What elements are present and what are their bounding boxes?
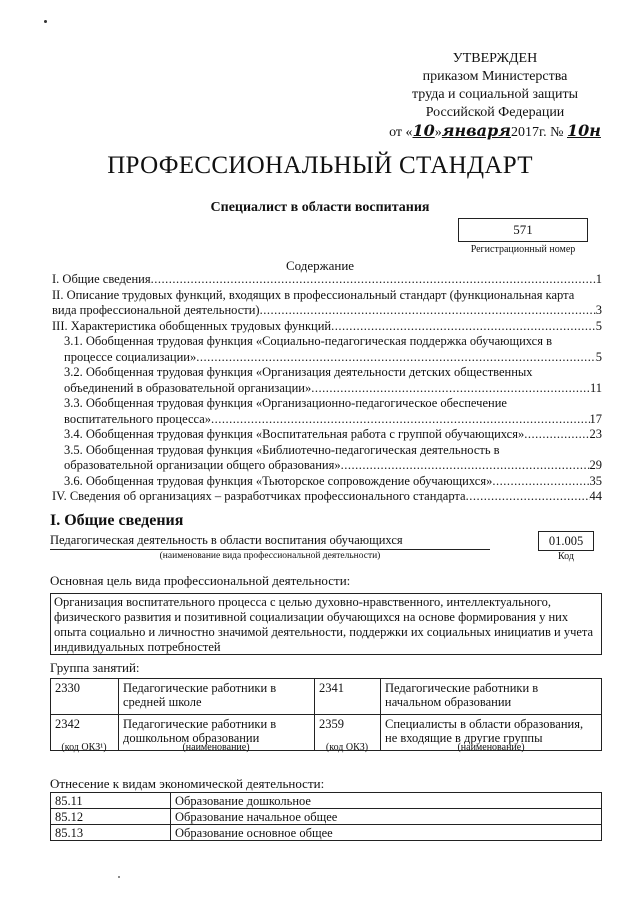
toc-heading: Содержание	[285, 258, 355, 273]
table-row	[51, 809, 602, 825]
goal-box: Организация воспитательного процесса с целью духовно-нравственного, интеллектуального, физического развития и позитивной социализации обучающихся на основе формирования у них опыта социально и личностно значимой деятельности, поддержки их социальных инициатив и учета индивидуальных потребностей	[50, 593, 602, 655]
toc-item-page: 11	[589, 380, 602, 395]
table-row	[51, 679, 602, 715]
approval-line-3: Российской Федерации	[425, 105, 565, 120]
handwritten-number: 10н	[567, 121, 601, 140]
toc-item-text-line1: 3.5. Обобщенная трудовая функция «Библиотечно-педагогическая деятельность в	[64, 442, 500, 457]
table-row	[51, 793, 602, 809]
toc-item-text: III. Характеристика обобщенных трудовых функций	[52, 318, 332, 333]
table-of-contents	[52, 272, 602, 505]
handwritten-month: января	[441, 121, 511, 140]
name-caption: (наименование)	[457, 742, 525, 753]
occupation-name-cell: Педагогические работники в дошкольном образовании	[119, 715, 315, 751]
okz-code-cell: 2341	[315, 679, 381, 715]
toc-item-text: образовательной организации общего образования»	[64, 458, 341, 472]
goal-label: Основная цель вида профессиональной деятельности:	[50, 573, 351, 588]
economic-activity-table	[50, 792, 602, 841]
occupation-name-cell: Педагогические работники в средней школе	[119, 679, 315, 715]
okved-name-cell: Образование дошкольное	[171, 793, 602, 809]
okz-code-cell: 2330	[51, 679, 119, 715]
table-row	[51, 825, 602, 841]
toc-item-text: I. Общие сведения	[52, 272, 151, 286]
toc-item[interactable]	[52, 427, 602, 443]
toc-item-page: 1	[595, 272, 602, 286]
date-prefix: от «	[389, 125, 413, 140]
date-mid: »	[434, 125, 442, 140]
occupation-table	[50, 678, 602, 751]
occupation-name-cell: Педагогические работники в начальном образовании	[381, 679, 602, 715]
toc-item-page: 5	[595, 318, 602, 333]
toc-item-page: 35	[589, 473, 602, 488]
occupation-group-label: Группа занятий:	[50, 660, 140, 675]
toc-item-page: 3	[595, 303, 602, 317]
toc-item-text: IV. Сведения об организациях – разработчиках профессионального стандарта	[52, 489, 466, 503]
okz-code-cell: 2359	[315, 715, 381, 751]
scan-mark	[118, 876, 120, 878]
activity-code-box: 01.005	[538, 531, 594, 551]
code-caption: Код	[558, 551, 574, 562]
occupation-table-captions	[50, 742, 602, 753]
okved-code-cell: 85.12	[51, 809, 171, 825]
toc-item-page: 23	[589, 427, 602, 441]
toc-item-text: объединений в образовательной организации»	[64, 380, 312, 395]
approval-line-1: приказом Министерства	[422, 69, 568, 84]
economic-activity-label: Отнесение к видам экономической деятельности:	[50, 776, 325, 791]
okz-code-cell: 2342	[51, 715, 119, 751]
okved-code-cell: 85.11	[51, 793, 171, 809]
toc-item[interactable]	[52, 334, 602, 365]
approval-block	[380, 50, 610, 142]
toc-item-page: 5	[595, 349, 602, 364]
toc-item[interactable]	[52, 474, 602, 490]
okz-code-caption: (код ОКЗ)	[325, 742, 369, 753]
occupation-name-cell: Специалисты в области образования, не входящие в другие группы	[381, 715, 602, 751]
toc-item[interactable]	[52, 272, 602, 288]
name-caption: (наименование)	[182, 742, 250, 753]
approval-date	[380, 122, 610, 142]
toc-item[interactable]	[52, 319, 602, 335]
section-title: I. Общие сведения	[50, 512, 184, 529]
okved-code-cell: 85.13	[51, 825, 171, 841]
toc-item[interactable]	[52, 489, 602, 505]
toc-item-text-line1: 3.1. Обобщенная трудовая функция «Социально-педагогическая поддержка обучающихся в	[64, 334, 552, 348]
activity-name-caption: (наименование вида профессиональной деятельности)	[159, 551, 381, 561]
toc-item[interactable]	[52, 443, 602, 474]
okved-name-cell: Образование начальное общее	[171, 809, 602, 825]
approval-line-2: труда и социальной защиты	[412, 87, 578, 102]
toc-item-page: 29	[589, 458, 602, 472]
scan-mark	[44, 20, 47, 23]
toc-item-page: 44	[589, 489, 602, 503]
toc-item[interactable]	[52, 288, 602, 319]
toc-item-text-line1: 3.3. Обобщенная трудовая функция «Организационно-педагогическое обеспечение	[64, 396, 507, 410]
document-title: ПРОФЕССИОНАЛЬНЫЙ СТАНДАРТ	[107, 152, 533, 179]
toc-item-text-line1: 3.2. Обобщенная трудовая функция «Организация деятельности детских общественных	[64, 365, 533, 379]
toc-item-text: воспитательного процесса»	[64, 411, 212, 426]
toc-item-text: вида профессиональной деятельности)	[52, 303, 260, 317]
date-number-label: г. №	[538, 125, 564, 140]
date-year: 2017	[510, 125, 539, 140]
handwritten-day: 10	[412, 121, 435, 140]
toc-item-text-line1: II. Описание трудовых функций, входящих в профессиональный стандарт (функциональная карта	[52, 287, 575, 302]
activity-name: Педагогическая деятельность в области воспитания обучающихся	[50, 533, 490, 550]
toc-item-text: 3.4. Обобщенная трудовая функция «Воспитательная работа с группой обучающихся»	[64, 427, 525, 441]
okved-name-cell: Образование основное общее	[171, 825, 602, 841]
toc-item-page: 17	[589, 411, 602, 426]
standard-name: Специалист в области воспитания	[210, 200, 430, 215]
toc-item[interactable]	[52, 365, 602, 396]
toc-item-text: процессе социализации»	[64, 349, 197, 364]
toc-item-text: 3.6. Обобщенная трудовая функция «Тьюторское сопровождение обучающихся»	[64, 473, 493, 488]
approval-title: УТВЕРЖДЕН	[452, 51, 538, 66]
registration-number-box: 571	[458, 218, 588, 242]
toc-item[interactable]	[52, 396, 602, 427]
registration-number-label: Регистрационный номер	[470, 244, 576, 255]
okz-code-caption: (код ОКЗ¹)	[61, 742, 107, 753]
